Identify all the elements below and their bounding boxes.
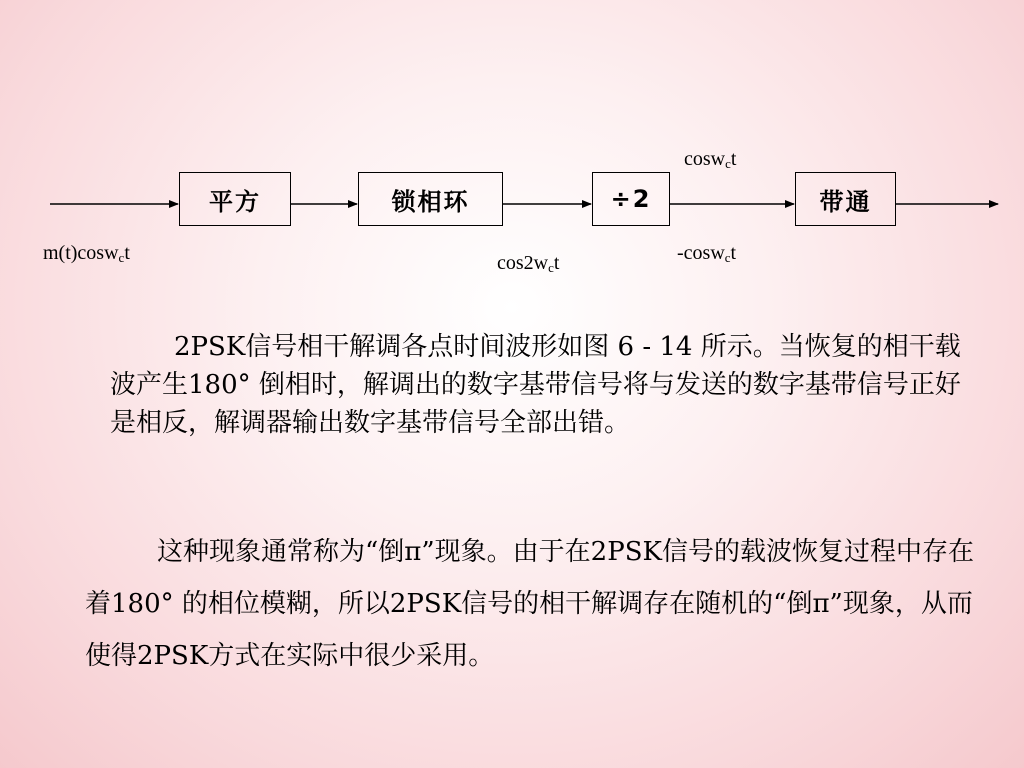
bandpass-block: 带通: [795, 172, 896, 226]
phase-ambiguity-paragraph: 这种现象通常称为“倒π”现象。由于在2PSK信号的载波恢复过程中存在着180° 的相位模糊，所以2PSK信号的相干解调存在随机的“倒π”现象，从而使得2PSK方式在实际中很少采用。: [85, 537, 974, 671]
square-block: 平方: [179, 172, 291, 226]
input-signal-label: m(t)cosw$_c$t: [43, 242, 130, 265]
divide-by-two-block: ÷2: [592, 172, 670, 226]
carrier-negative-label: -cosw$_c$t: [677, 242, 737, 265]
explanation-paragraph: 2PSK信号相干解调各点时间波形如图 6 - 14 所示。当恢复的相干载波产生180° 倒相时，解调出的数字基带信号将与发送的数字基带信号正好是相反，解调器输出数字基带信号全部出错。: [110, 332, 961, 438]
pll-block: 锁相环: [358, 172, 503, 226]
pll-output-signal-label: $\cos 2w_ct$: [497, 252, 560, 275]
carrier-positive-label: cosw$_c$t: [684, 148, 737, 171]
